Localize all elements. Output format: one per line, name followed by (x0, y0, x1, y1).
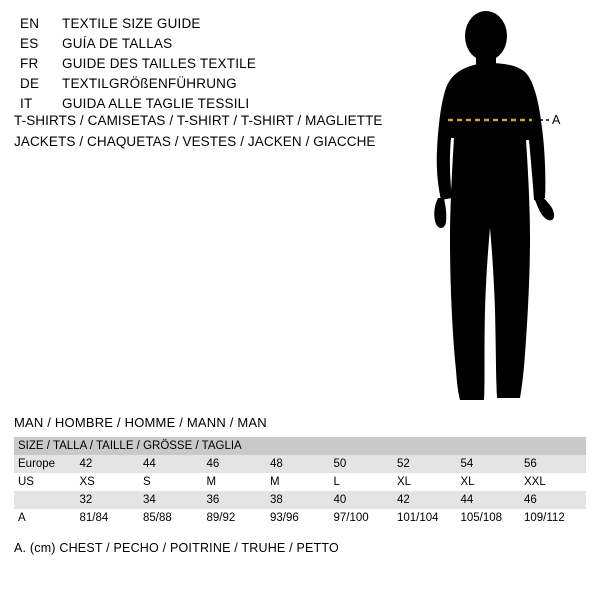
table-cell: 50 (332, 455, 396, 473)
language-row (20, 54, 380, 74)
table-header-label: SIZE / TALLA / TAILLE / GRÖSSE / TAGLIA (14, 437, 586, 455)
table-cell: 48 (268, 455, 332, 473)
table-cell: 97/100 (332, 509, 396, 527)
size-table-section (14, 415, 586, 555)
table-row (14, 455, 586, 473)
table-cell: 46 (522, 491, 586, 509)
table-cell: XL (459, 473, 523, 491)
garment-categories (14, 110, 414, 152)
language-code: DE (20, 76, 40, 91)
table-cell: 44 (141, 455, 205, 473)
language-code: FR (20, 56, 39, 71)
table-footnote: A. (cm) CHEST / PECHO / POITRINE / TRUHE / PETTO (14, 541, 339, 555)
table-cell: M (268, 473, 332, 491)
table-cell: 54 (459, 455, 523, 473)
row-label: Europe (14, 455, 78, 473)
table-cell: XXL (522, 473, 586, 491)
table-cell: 32 (78, 491, 142, 509)
row-label: A (14, 509, 78, 527)
row-label (14, 491, 78, 509)
table-cell: 56 (522, 455, 586, 473)
language-title: GUIDE DES TAILLES TEXTILE (62, 56, 257, 71)
table-cell: 85/88 (141, 509, 205, 527)
category-jackets: JACKETS / CHAQUETAS / VESTES / JACKEN / GIACCHE (14, 134, 376, 149)
table-cell: 109/112 (522, 509, 586, 527)
table-cell: 81/84 (78, 509, 142, 527)
table-header-row (14, 437, 586, 455)
language-title: TEXTILE SIZE GUIDE (62, 16, 201, 31)
table-cell: 40 (332, 491, 396, 509)
table-cell: 44 (459, 491, 523, 509)
table-cell: 101/104 (395, 509, 459, 527)
body-figure (400, 10, 600, 410)
table-row (14, 473, 586, 491)
table-cell: 105/108 (459, 509, 523, 527)
table-cell: 38 (268, 491, 332, 509)
language-row (20, 74, 380, 94)
table-cell: 42 (395, 491, 459, 509)
language-code: EN (20, 16, 40, 31)
language-title: GUÍA DE TALLAS (62, 36, 173, 51)
table-cell: M (205, 473, 269, 491)
table-row (14, 491, 586, 509)
table-cell: 89/92 (205, 509, 269, 527)
table-row (14, 509, 586, 527)
language-header-block (20, 14, 380, 114)
language-code: ES (20, 36, 39, 51)
male-silhouette-icon (400, 10, 600, 410)
table-cell: S (141, 473, 205, 491)
language-code: IT (20, 96, 33, 111)
table-cell: 42 (78, 455, 142, 473)
language-row (20, 34, 380, 54)
table-cell: 93/96 (268, 509, 332, 527)
table-cell: 34 (141, 491, 205, 509)
table-cell: XS (78, 473, 142, 491)
table-cell: 36 (205, 491, 269, 509)
size-table (14, 437, 586, 527)
language-title: GUIDA ALLE TAGLIE TESSILI (62, 96, 250, 111)
table-cell: XL (395, 473, 459, 491)
table-group-title: MAN / HOMBRE / HOMME / MANN / MAN (14, 415, 267, 430)
table-cell: 46 (205, 455, 269, 473)
row-label: US (14, 473, 78, 491)
table-cell: 52 (395, 455, 459, 473)
language-title: TEXTILGRÖßENFÜHRUNG (62, 76, 237, 91)
category-tshirts: T-SHIRTS / CAMISETAS / T-SHIRT / T-SHIRT / MAGLIETTE (14, 113, 383, 128)
table-cell: L (332, 473, 396, 491)
measure-label-a: A (552, 113, 561, 127)
language-row (20, 14, 380, 34)
